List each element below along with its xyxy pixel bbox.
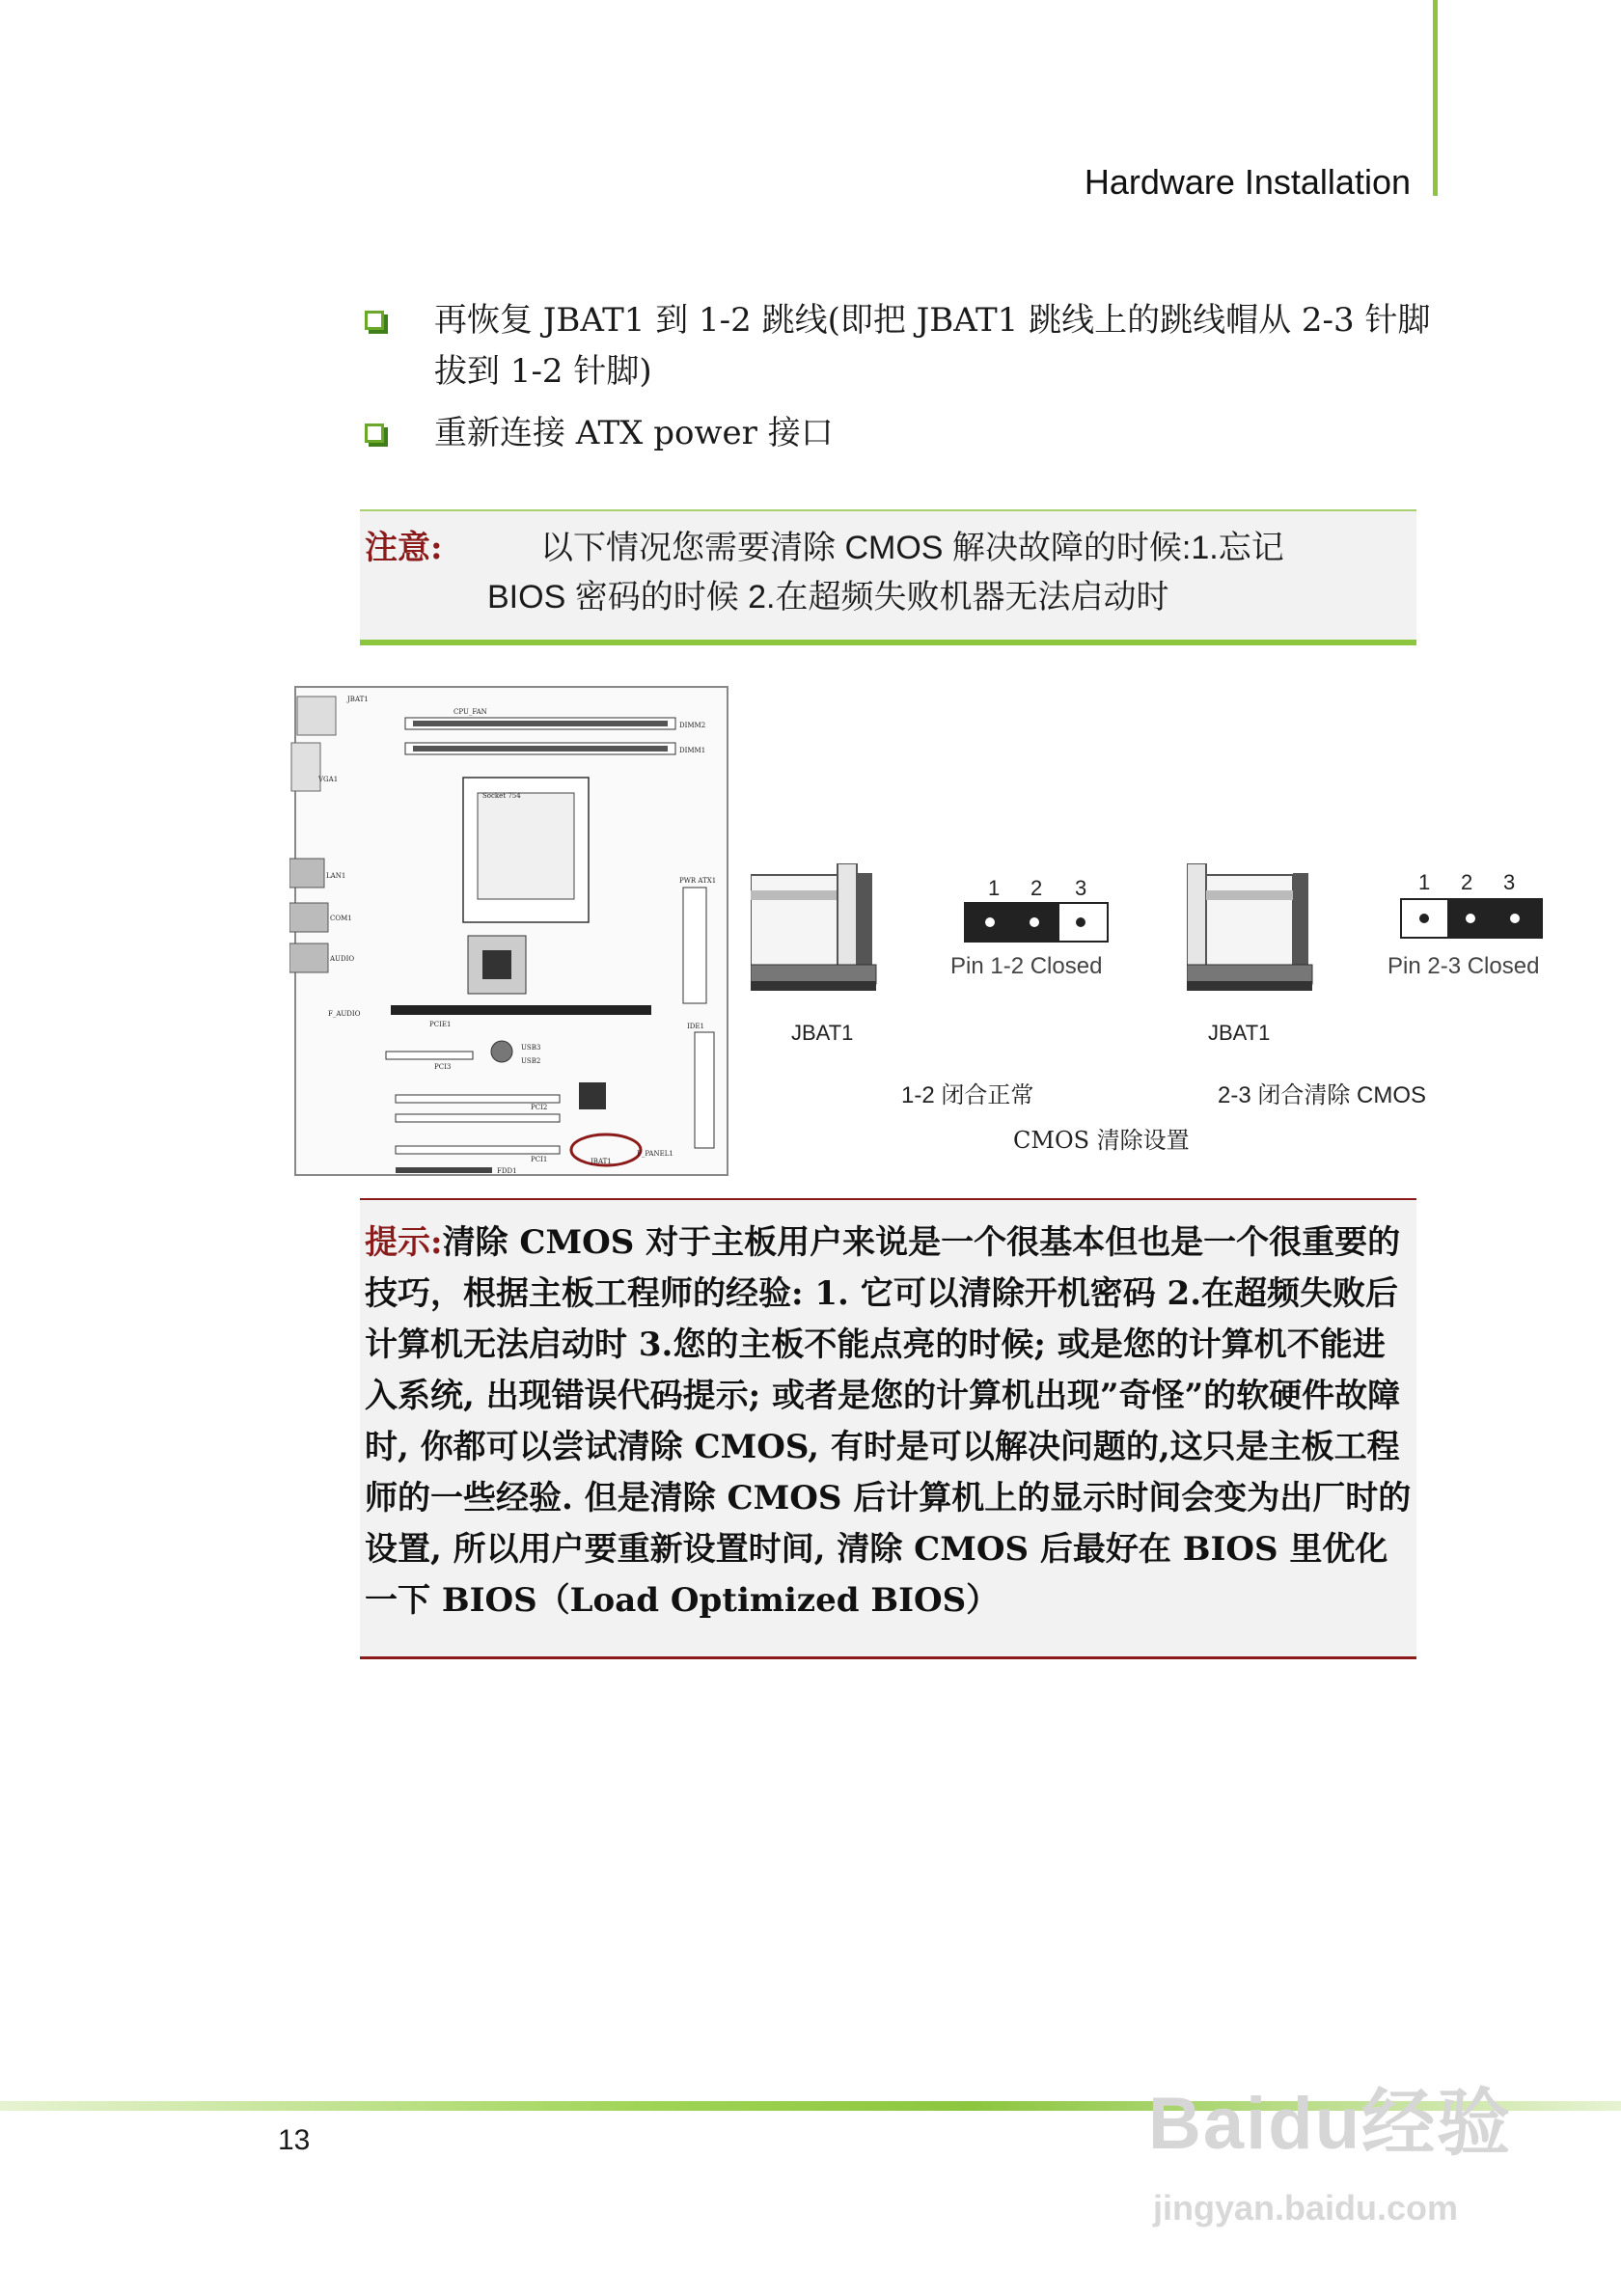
board-label: DIMM2 — [679, 722, 706, 729]
board-label: PCI2 — [531, 1104, 548, 1111]
bullet-line: 再恢复 JBAT1 到 1-2 跳线(即把 JBAT1 跳线上的跳线帽从 2-3 针脚 — [434, 301, 1431, 340]
board-label: DIMM1 — [679, 747, 706, 754]
motherboard-diagram — [289, 685, 733, 1177]
pin-number-label: 3 — [1075, 876, 1087, 900]
tip-label: 提示: — [365, 1223, 443, 1262]
board-label: Socket 754 — [482, 792, 521, 800]
checkbox-bullet-icon — [365, 311, 384, 330]
board-label: IDE1 — [687, 1023, 704, 1030]
page-number: 13 — [278, 2124, 311, 2156]
board-label: F_PANEL1 — [637, 1150, 673, 1158]
board-label: JBAT1 — [347, 696, 369, 703]
page-header-title: Hardware Installation — [1084, 162, 1411, 202]
pin-header-2-3-closed — [1399, 897, 1544, 940]
pin-number-label: 1 — [988, 876, 1001, 900]
board-label: JBAT1 — [591, 1158, 612, 1165]
pin-header-1-2-closed — [963, 901, 1110, 943]
board-label: FDD1 — [497, 1167, 517, 1175]
board-label: CPU_FAN — [453, 708, 487, 716]
board-label: USB3 — [521, 1044, 541, 1052]
bullet-line: 拔到 1-2 针脚) — [434, 352, 652, 391]
board-label: F_AUDIO — [328, 1010, 361, 1018]
pin-state-label: Pin 2-3 Closed — [1387, 953, 1540, 979]
jumper-cap-1-2-drawing — [751, 863, 881, 994]
watermark-logo: Baidu经验 — [1148, 2083, 1513, 2165]
note-text-line: BIOS 密码的时候 2.在超频失败机器无法启动时 — [487, 579, 1169, 615]
board-label: VGA1 — [318, 776, 339, 783]
jumper-cap-2-3-drawing — [1187, 863, 1317, 994]
jumper-caption: 1-2 闭合正常 — [901, 1082, 1034, 1108]
board-label: AUDIO — [330, 955, 355, 963]
tip-paragraph — [365, 1217, 1416, 1626]
checkbox-bullet-icon — [365, 424, 384, 443]
board-label: PCIE1 — [429, 1021, 452, 1028]
tip-body: 清除 CMOS 对于主板用户来说是一个很基本但也是一个很重要的技巧，根据主板工程师的经验: 1. 它可以清除开机密码 2.在超频失败后计算机无法启动时 3.您的主板不能点亮的时候; 或是您的计算机不能进入系统, 出现错误代码提示; 或者是您的计算机出现”奇怪”的软硬件故障时, 你都可以尝试清除 CMOS, 有时是可以解决问题的,这只是主板工程师的一些经验. 但是清除 CMOS 后计算机上的显示时间会变为出厂时的设置, 所以用户要重新设置时间, 清除 CMOS 后最好在 BIOS 里优化一下 BIOS（Load Optimized BIOS） — [365, 1223, 1412, 1620]
pin-number-label: 3 — [1503, 870, 1516, 894]
pin-number-label: 2 — [1461, 870, 1473, 894]
jumper-name-label: JBAT1 — [1208, 1021, 1271, 1045]
board-label: USB2 — [521, 1057, 541, 1065]
board-label: PCI3 — [434, 1063, 452, 1071]
bullet-item — [367, 408, 1438, 459]
note-label: 注意: — [365, 529, 443, 567]
pin-state-label: Pin 1-2 Closed — [950, 953, 1103, 979]
board-label: PWR ATX1 — [679, 877, 717, 885]
bullet-line: 重新连接 ATX power 接口 — [434, 414, 834, 452]
board-label: PCI1 — [531, 1156, 548, 1163]
jumper-caption: 2-3 闭合清除 CMOS — [1218, 1082, 1427, 1108]
pin-number-label: 2 — [1030, 876, 1043, 900]
header-rule — [1433, 0, 1438, 196]
jumper-name-label: JBAT1 — [791, 1021, 854, 1045]
figure-caption: CMOS 清除设置 — [1013, 1127, 1190, 1154]
note-text-line: 以下情况您需要清除 CMOS 解决故障的时候:1.忘记 — [540, 530, 1284, 566]
board-label: COM1 — [330, 915, 352, 922]
board-label: LAN1 — [326, 872, 346, 880]
bullet-item — [367, 295, 1438, 397]
pin-number-label: 1 — [1418, 870, 1431, 894]
watermark-url: jingyan.baidu.com — [1153, 2188, 1459, 2228]
